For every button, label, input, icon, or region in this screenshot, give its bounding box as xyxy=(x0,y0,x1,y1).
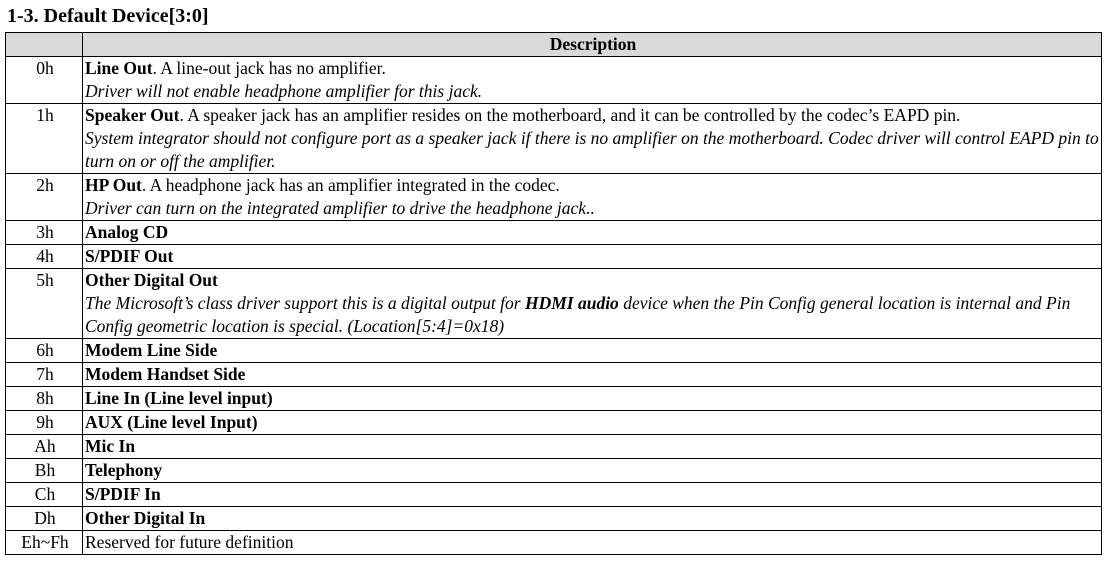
device-note xyxy=(85,292,1101,338)
device-name: Line Out xyxy=(85,58,153,78)
device-name: AUX (Line level Input) xyxy=(85,412,258,432)
table-row xyxy=(6,221,1102,245)
row-description xyxy=(83,221,1102,245)
device-note: System integrator should not configure port as a speaker jack if there is no amplifier on the motherboard. Codec driver will control EAPD pin to turn on or off the amplifier. xyxy=(85,128,1099,171)
device-name: Analog CD xyxy=(85,222,169,242)
row-description xyxy=(83,57,1102,104)
device-text: . A line-out jack has no amplifier. xyxy=(152,58,386,78)
device-name: Speaker Out xyxy=(85,105,180,125)
device-name: Other Digital Out xyxy=(85,270,218,290)
device-name: S/PDIF In xyxy=(85,484,161,504)
device-text: . A headphone jack has an amplifier integrated in the codec. xyxy=(141,175,560,195)
row-code: Ah xyxy=(6,435,83,459)
row-description xyxy=(83,363,1102,387)
row-code: 6h xyxy=(6,339,83,363)
row-description xyxy=(83,483,1102,507)
row-description xyxy=(83,531,1102,555)
row-description xyxy=(83,387,1102,411)
note-text-before: The Microsoft’s class driver support this is a digital output for xyxy=(85,293,525,313)
row-description xyxy=(83,459,1102,483)
table-header-row xyxy=(6,33,1102,57)
default-device-table xyxy=(5,32,1102,555)
row-description xyxy=(83,339,1102,363)
row-code: Dh xyxy=(6,507,83,531)
row-code: 9h xyxy=(6,411,83,435)
row-code: Bh xyxy=(6,459,83,483)
device-text: . A speaker jack has an amplifier resides on the motherboard, and it can be controlled by the codec’s EAPD pin. xyxy=(179,105,961,125)
device-name: HP Out xyxy=(85,175,142,195)
row-code: 8h xyxy=(6,387,83,411)
device-name: Mic In xyxy=(85,436,136,456)
row-code: 3h xyxy=(6,221,83,245)
row-description xyxy=(83,411,1102,435)
table-row xyxy=(6,459,1102,483)
description-line xyxy=(85,57,1101,80)
row-code: Ch xyxy=(6,483,83,507)
note-emphasis: HDMI audio xyxy=(524,293,619,313)
row-code: 5h xyxy=(6,269,83,339)
section-title: 1-3. Default Device[3:0] xyxy=(7,5,209,27)
table-row xyxy=(6,363,1102,387)
table-row xyxy=(6,339,1102,363)
device-name: Modem Line Side xyxy=(85,340,218,360)
row-description xyxy=(83,174,1102,221)
row-code: 7h xyxy=(6,363,83,387)
row-description xyxy=(83,435,1102,459)
description-line xyxy=(85,104,1101,127)
table-row xyxy=(6,483,1102,507)
description-line xyxy=(85,174,1101,197)
reserved-text: Reserved for future definition xyxy=(85,532,294,552)
row-description xyxy=(83,269,1102,339)
table-row xyxy=(6,104,1102,174)
row-code: 0h xyxy=(6,57,83,104)
device-note: Driver can turn on the integrated amplifier to drive the headphone jack.. xyxy=(85,198,595,218)
device-name: S/PDIF Out xyxy=(85,246,174,266)
table-row xyxy=(6,435,1102,459)
row-code: Eh~Fh xyxy=(6,531,83,555)
table-row xyxy=(6,531,1102,555)
row-code: 4h xyxy=(6,245,83,269)
row-description xyxy=(83,104,1102,174)
code-column-header xyxy=(6,33,83,57)
row-code: 1h xyxy=(6,104,83,174)
row-description xyxy=(83,245,1102,269)
device-name: Line In (Line level input) xyxy=(85,388,273,408)
table-row xyxy=(6,174,1102,221)
device-name: Telephony xyxy=(85,460,163,480)
description-column-header: Description xyxy=(83,33,1102,57)
row-description xyxy=(83,507,1102,531)
table-row xyxy=(6,507,1102,531)
note-text-after: device when the Pin Config general location is internal and Pin Config geometric location is special. (Location[5:4]=0x18) xyxy=(85,293,1071,336)
table-row xyxy=(6,245,1102,269)
device-name: Modem Handset Side xyxy=(85,364,246,384)
table-row xyxy=(6,411,1102,435)
device-note: Driver will not enable headphone amplifier for this jack. xyxy=(85,81,483,101)
device-name: Other Digital In xyxy=(85,508,206,528)
table-row xyxy=(6,387,1102,411)
table-row xyxy=(6,57,1102,104)
row-code: 2h xyxy=(6,174,83,221)
table-row xyxy=(6,269,1102,339)
